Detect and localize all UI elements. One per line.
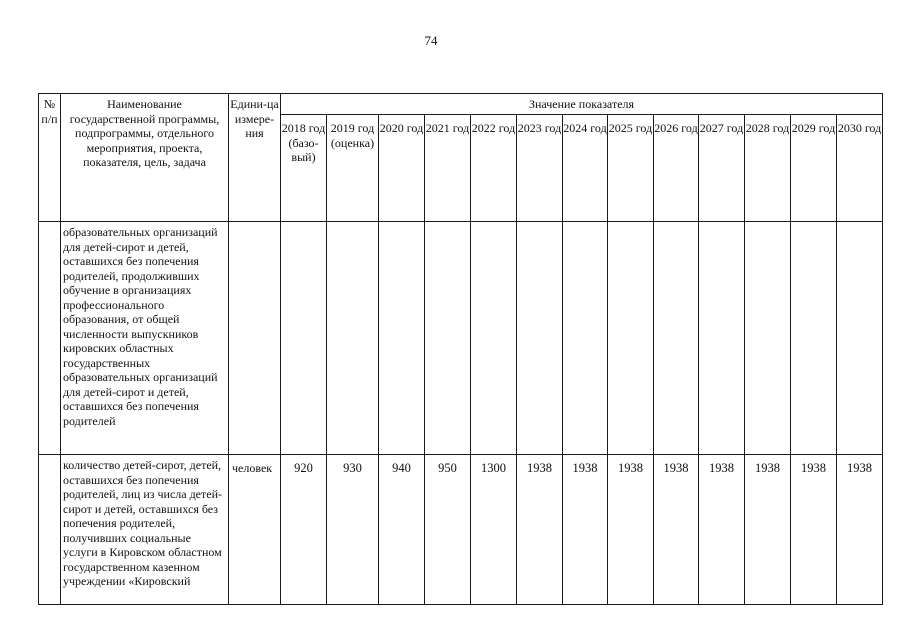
header-year: 2020 год bbox=[379, 115, 425, 222]
table-row bbox=[39, 222, 883, 455]
value-cell bbox=[471, 222, 517, 455]
value-cell: 1938 bbox=[563, 455, 608, 605]
value-cell bbox=[837, 222, 883, 455]
value-cell bbox=[791, 222, 837, 455]
header-year: 2027 год bbox=[699, 115, 745, 222]
value-cell: 1300 bbox=[471, 455, 517, 605]
header-year: 2019 год (оценка) bbox=[327, 115, 379, 222]
value-cell: 1938 bbox=[699, 455, 745, 605]
value-cell bbox=[608, 222, 654, 455]
row-name: количество детей-сирот, детей, оставшихся без попечения родителей, лиц из числа детей-сирот и детей, оставшихся без попечения родителей, получивших социальные услуги в Кировском областном государственном казенном учреждении «Кировский bbox=[61, 455, 229, 605]
indicator-table bbox=[38, 93, 883, 605]
header-year: 2024 год bbox=[563, 115, 608, 222]
row-unit: человек bbox=[229, 455, 281, 605]
header-values-group: Значение показателя bbox=[281, 94, 883, 115]
page-number: 74 bbox=[424, 33, 438, 48]
header-year: 2029 год bbox=[791, 115, 837, 222]
header-year: 2025 год bbox=[608, 115, 654, 222]
value-cell: 1938 bbox=[791, 455, 837, 605]
row-name: образовательных организаций для детей-сирот и детей, оставшихся без попечения родителей, продолживших обучение в организациях профессионального образования, от общей численности выпускников кировских областных государственных образовательных организаций для детей-сирот и детей, оставшихся без попечения родителей bbox=[61, 222, 229, 455]
value-cell: 950 bbox=[425, 455, 471, 605]
table-row bbox=[39, 455, 883, 605]
row-unit bbox=[229, 222, 281, 455]
row-num bbox=[39, 222, 61, 455]
value-cell: 1938 bbox=[608, 455, 654, 605]
value-cell bbox=[699, 222, 745, 455]
row-num bbox=[39, 455, 61, 605]
header-year: 2028 год bbox=[745, 115, 791, 222]
value-cell bbox=[745, 222, 791, 455]
header-year: 2030 год bbox=[837, 115, 883, 222]
value-cell: 1938 bbox=[745, 455, 791, 605]
value-cell: 1938 bbox=[517, 455, 563, 605]
header-year: 2018 год (базо-вый) bbox=[281, 115, 327, 222]
header-year: 2023 год bbox=[517, 115, 563, 222]
value-cell bbox=[517, 222, 563, 455]
value-cell bbox=[281, 222, 327, 455]
value-cell bbox=[654, 222, 699, 455]
value-cell: 940 bbox=[379, 455, 425, 605]
value-cell: 920 bbox=[281, 455, 327, 605]
value-cell: 1938 bbox=[654, 455, 699, 605]
value-cell bbox=[327, 222, 379, 455]
value-cell: 930 bbox=[327, 455, 379, 605]
header-year: 2021 год bbox=[425, 115, 471, 222]
value-cell: 1938 bbox=[837, 455, 883, 605]
header-year: 2026 год bbox=[654, 115, 699, 222]
header-num: № п/п bbox=[39, 94, 61, 222]
header-name: Наименование государственной программы, подпрограммы, отдельного мероприятия, проекта, показателя, цель, задача bbox=[61, 94, 229, 222]
value-cell bbox=[379, 222, 425, 455]
header-year: 2022 год bbox=[471, 115, 517, 222]
value-cell bbox=[425, 222, 471, 455]
value-cell bbox=[563, 222, 608, 455]
header-unit: Едини-ца измере-ния bbox=[229, 94, 281, 222]
